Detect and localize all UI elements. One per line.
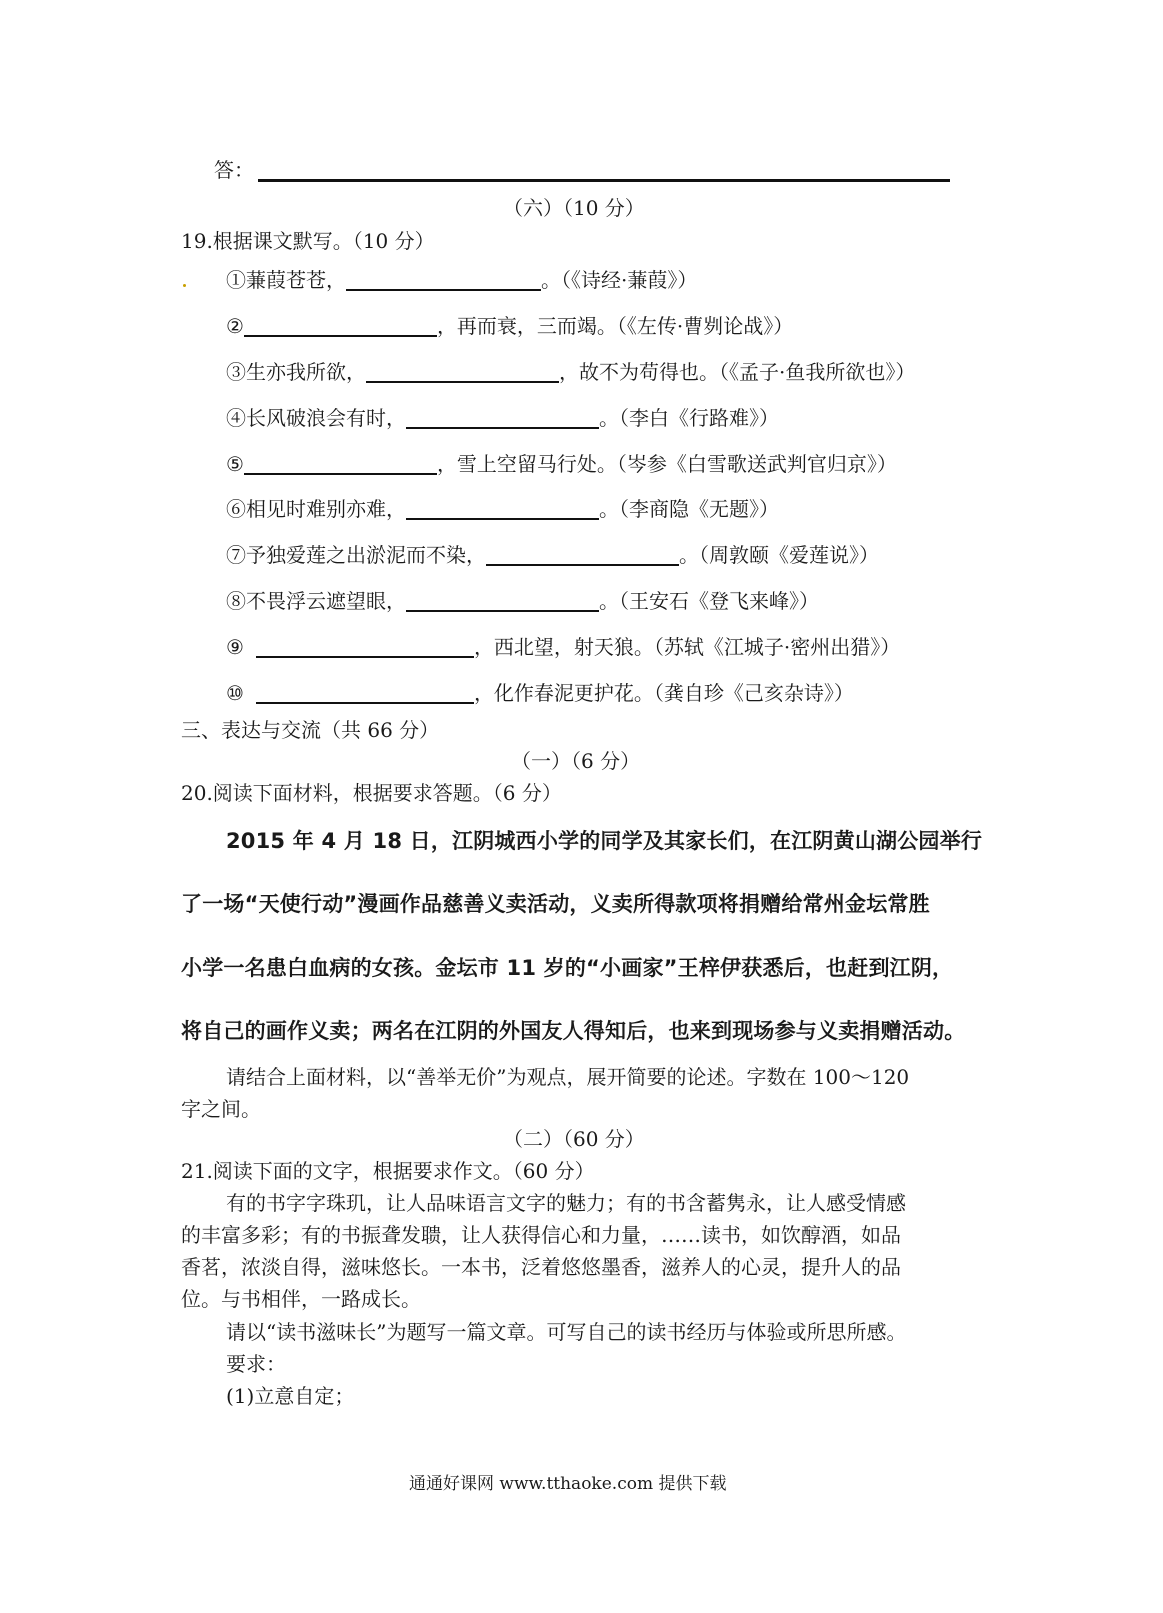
section-2-heading: （二）（60 分） — [503, 1127, 645, 1151]
q19-item-1: ①蒹葭苍苍， 。（《诗经·蒹葭》） — [226, 268, 698, 292]
part-3-heading: 三、表达与交流（共 66 分） — [181, 718, 440, 742]
q20-material-line-1: 2015 年 4 月 18 日，江阴城西小学的同学及其家长们，在江阴黄山湖公园举行 — [226, 829, 983, 853]
fill-blank-9[interactable] — [256, 636, 474, 658]
q21-line-3: 香茗，浓淡自得，滋味悠长。一本书，泛着悠悠墨香，滋养人的心灵，提升人的品 — [181, 1255, 901, 1279]
q21-line-5: 请以“读书滋味长”为题写一篇文章。可写自己的读书经历与体验或所思所感。 — [226, 1320, 907, 1344]
fill-blank-4[interactable] — [406, 407, 599, 429]
q19-item-2: ② ，再而衰，三而竭。（《左传·曹刿论战》） — [226, 314, 794, 338]
q21-requirements-label: 要求： — [226, 1352, 286, 1376]
q19-item-8: ⑧不畏浮云遮望眼， 。（王安石《登飞来峰》） — [226, 589, 819, 613]
fill-blank-10[interactable] — [256, 682, 474, 704]
q21-line-1: 有的书字字珠玑，让人品味语言文字的魅力；有的书含蓄隽永，让人感受情感 — [226, 1191, 906, 1215]
section-6-heading: （六）（10 分） — [503, 196, 645, 220]
q19-item-9: ⑨ ，西北望，射天狼。（苏轼《江城子·密州出猎》） — [226, 635, 901, 659]
fill-blank-3[interactable] — [366, 361, 559, 383]
q20-prompt-line-2: 字之间。 — [181, 1097, 261, 1121]
q20-material-line-2: 了一场“天使行动”漫画作品慈善义卖活动，义卖所得款项将捐赠给常州金坛常胜 — [181, 892, 930, 916]
q21-line-4: 位。与书相伴，一路成长。 — [181, 1287, 421, 1311]
fill-blank-2[interactable] — [244, 315, 437, 337]
q19-item-10: ⑩ ，化作春泥更护花。（龚自珍《己亥杂诗》） — [226, 681, 854, 705]
q20-prompt-line-1: 请结合上面材料，以“善举无价”为观点，展开简要的论述。字数在 100～120 — [226, 1065, 910, 1089]
q20-material-line-3: 小学一名患白血病的女孩。金坛市 11 岁的“小画家”王梓伊获悉后，也赶到江阴， — [181, 956, 954, 980]
fill-blank-5[interactable] — [244, 453, 437, 475]
speck-mark — [183, 284, 186, 287]
page-footer: 通通好课网 www.tthaoke.com 提供下载 — [409, 1474, 727, 1494]
q20-title: 20.阅读下面材料，根据要求答题。（6 分） — [181, 781, 562, 805]
fill-blank-6[interactable] — [406, 498, 599, 520]
q20-material-line-4: 将自己的画作义卖；两名在江阴的外国友人得知后，也来到现场参与义卖捐赠活动。 — [181, 1019, 966, 1043]
section-1-heading: （一）（6 分） — [511, 749, 641, 773]
q19-item-3: ③生亦我所欲， ，故不为苟得也。（《孟子·鱼我所欲也》） — [226, 360, 916, 384]
q21-requirement-1: (1)立意自定； — [226, 1384, 355, 1408]
q19-item-4: ④长风破浪会有时， 。（李白《行路难》） — [226, 406, 779, 430]
q19-item-5: ⑤ ，雪上空留马行处。（岑参《白雪歌送武判官归京》） — [226, 452, 897, 476]
fill-blank-7[interactable] — [486, 544, 679, 566]
q21-line-2: 的丰富多彩；有的书振聋发聩，让人获得信心和力量，……读书，如饮醇酒，如品 — [181, 1223, 901, 1247]
answer-prefix: 答： — [214, 158, 254, 182]
q19-title: 19.根据课文默写。（10 分） — [181, 229, 435, 253]
fill-blank-8[interactable] — [406, 590, 599, 612]
q19-item-6: ⑥相见时难别亦难， 。（李商隐《无题》） — [226, 497, 779, 521]
fill-blank-1[interactable] — [346, 269, 541, 291]
q21-title: 21.阅读下面的文字，根据要求作文。（60 分） — [181, 1159, 595, 1183]
answer-line[interactable] — [258, 179, 950, 182]
q19-item-7: ⑦予独爱莲之出淤泥而不染， 。（周敦颐《爱莲说》） — [226, 543, 879, 567]
